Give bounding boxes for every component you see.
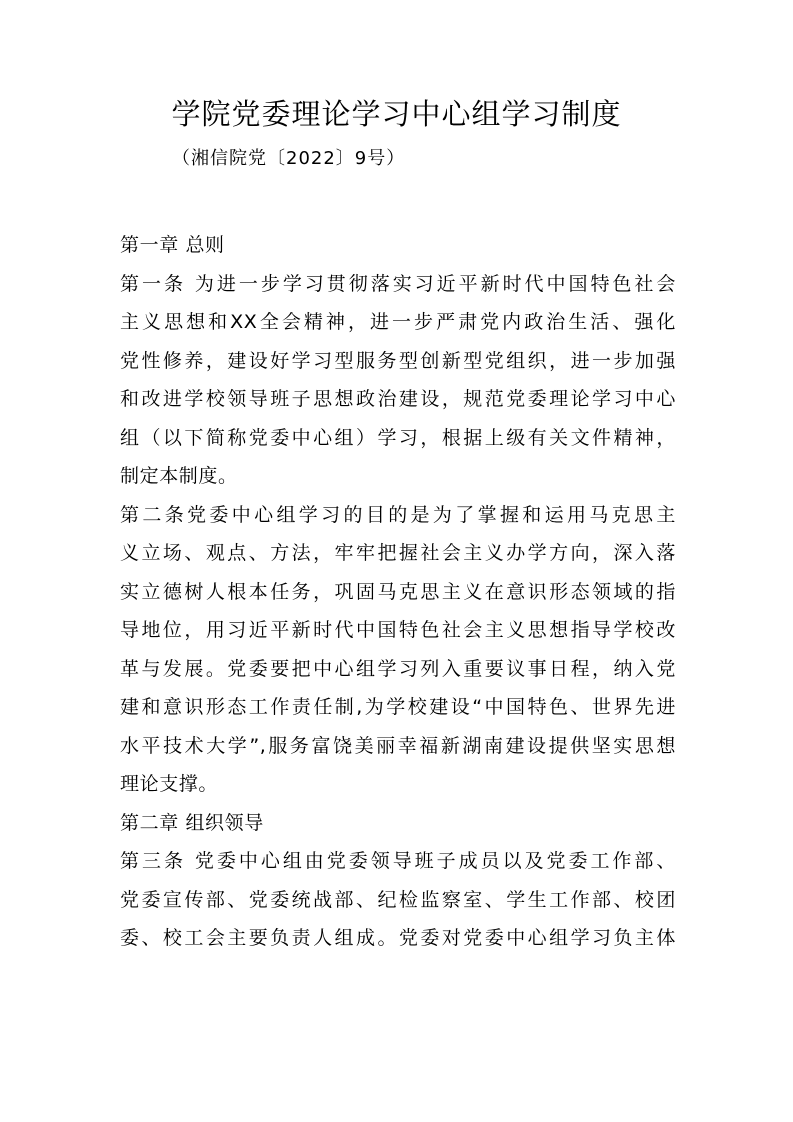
paragraph-line: 革与发展。党委要把中心组学习列入重要议事日程，纳入党	[120, 657, 676, 680]
paragraph-line: 党委宣传部、党委统战部、纪检监察室、学生工作部、校团	[120, 888, 676, 911]
document-number: （湘信院党〔2022〕9号）	[172, 148, 406, 169]
chapter-heading: 第二章 组织领导	[120, 811, 264, 834]
paragraph-line: 制定本制度。	[120, 465, 238, 487]
article-3	[120, 842, 676, 958]
paragraph-line: 委、校工会主要负责人组成。党委对党委中心组学习负主体	[120, 927, 676, 949]
article-1	[120, 265, 676, 496]
paragraph-line: 组（以下简称党委中心组）学习，根据上级有关文件精神，	[120, 426, 676, 449]
paragraph-line: 第一条 为进一步学习贯彻落实习近平新时代中国特色社会	[120, 272, 676, 295]
paragraph-line: 水平技术大学”,服务富饶美丽幸福新湖南建设提供坚实思想	[120, 734, 676, 757]
document-body	[120, 226, 676, 958]
paragraph-line: 第二条党委中心组学习的目的是为了掌握和运用马克思主	[120, 503, 676, 526]
paragraph-line: 理论支撑。	[120, 773, 219, 795]
chapter-heading: 第一章 总则	[120, 234, 225, 256]
paragraph-line: 导地位，用习近平新时代中国特色社会主义思想指导学校改	[120, 619, 676, 641]
paragraph-line: 第三条 党委中心组由党委领导班子成员以及党委工作部、	[120, 850, 676, 872]
paragraph-line: 主义思想和XX全会精神，进一步严肃党内政治生活、强化	[120, 311, 676, 333]
paragraph-line: 义立场、观点、方法，牢牢把握社会主义办学方向，深入落	[120, 542, 676, 564]
paragraph-line: 建和意识形态工作责任制,为学校建设“中国特色、世界先进	[120, 696, 676, 718]
paragraph-line: 和改进学校领导班子思想政治建设，规范党委理论学习中心	[120, 388, 676, 410]
paragraph-line: 党性修养，建设好学习型服务型创新型党组织，进一步加强	[120, 349, 676, 372]
document-title: 学院党委理论学习中心组学习制度	[171, 97, 622, 131]
article-2	[120, 496, 676, 804]
paragraph-line: 实立德树人根本任务，巩固马克思主义在意识形态领域的指	[120, 580, 676, 603]
